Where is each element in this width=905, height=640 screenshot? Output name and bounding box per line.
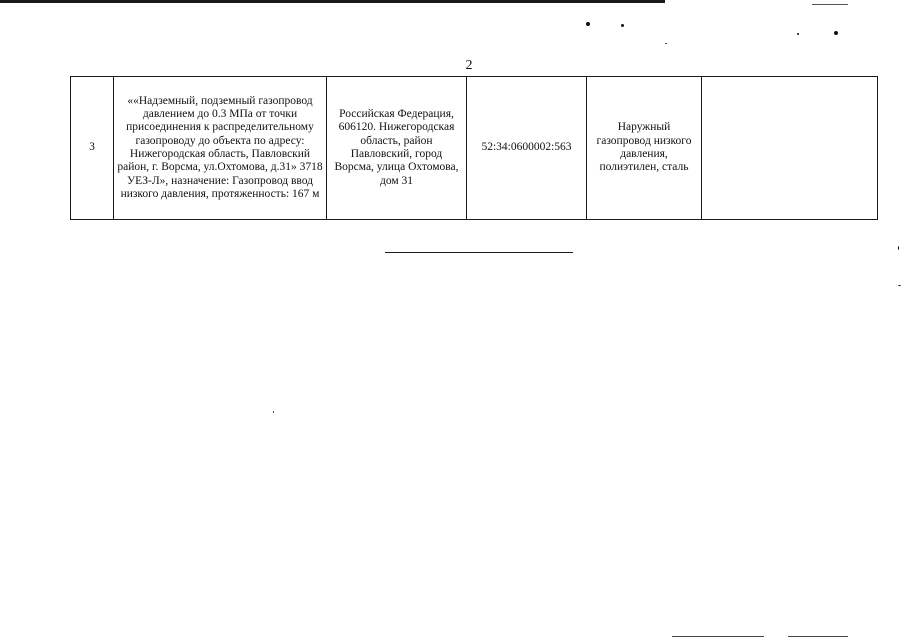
scan-speck <box>834 31 838 35</box>
scan-speck <box>621 24 624 27</box>
scan-speck <box>898 246 899 250</box>
address-cell: Российская Федерация, 606120. Нижегородская область, район Павловский, город Ворсма, улица Охтомова, дом 31 <box>327 77 467 220</box>
scan-top-right-line <box>812 4 848 5</box>
scan-speck <box>273 411 274 413</box>
scan-bottom-edge-line <box>672 636 764 637</box>
scan-bottom-edge-line <box>788 636 848 637</box>
empty-cell <box>702 77 878 220</box>
object-description-cell: Наружный газопровод низкого давления, полиэтилен, сталь <box>587 77 702 220</box>
registry-table <box>70 76 878 220</box>
scan-speck <box>898 285 901 286</box>
row-number-cell: 3 <box>71 77 114 220</box>
scan-speck <box>586 22 590 26</box>
object-name-cell: ««Надземный, подземный газопровод давлением до 0.3 МПа от точки присоединения к распределительному газопроводу до объекта по адресу: Нижегородская область, Павловский район, г. Ворсма, ул.Охтомова, д.31» 3718 УЕЗ-Л», назначение: Газопровод ввод низкого давления, протяженность: 167 м <box>114 77 327 220</box>
table-row <box>71 77 878 220</box>
scan-top-edge-line <box>0 0 665 3</box>
scan-speck <box>797 33 799 35</box>
page-number: 2 <box>465 58 473 73</box>
end-of-document-rule <box>385 252 573 253</box>
cadastral-number-cell: 52:34:0600002:563 <box>467 77 587 220</box>
scan-speck <box>665 43 667 44</box>
